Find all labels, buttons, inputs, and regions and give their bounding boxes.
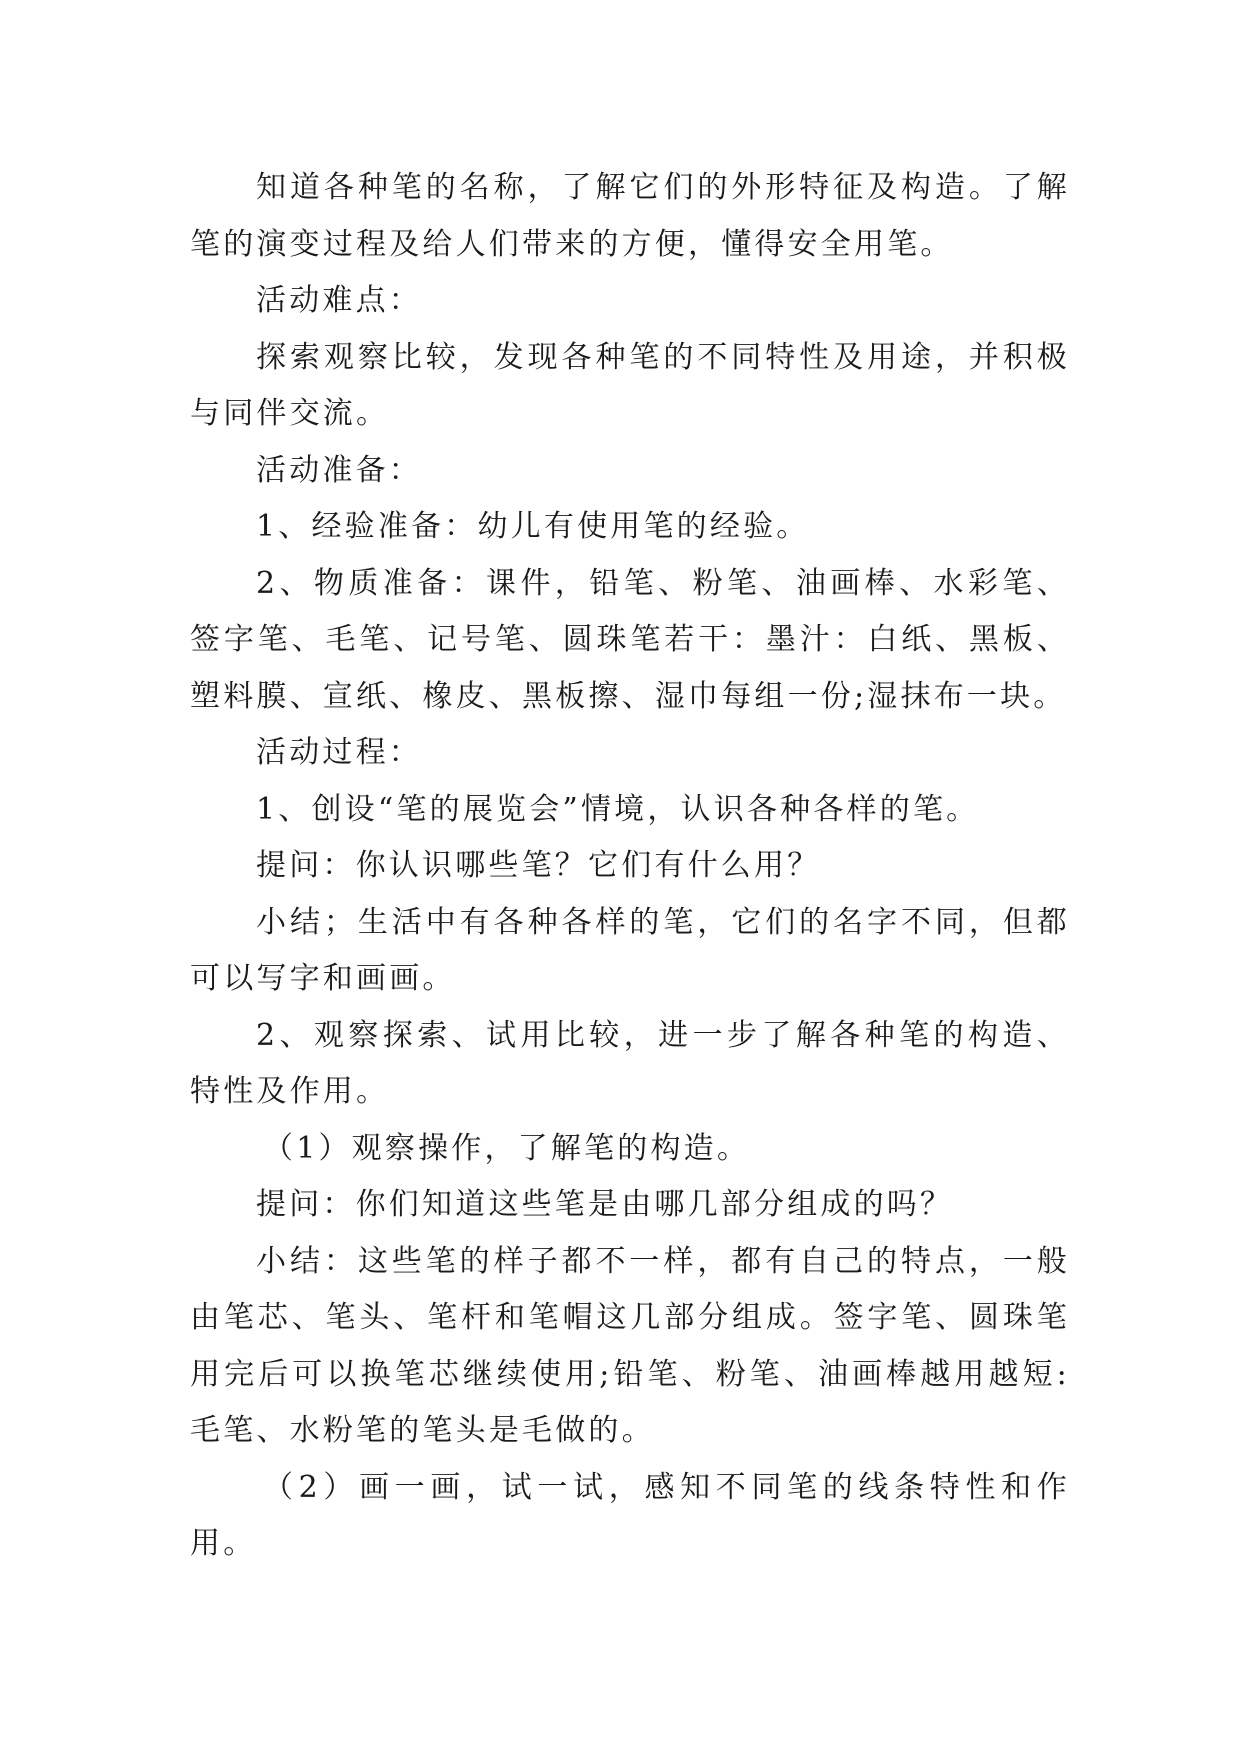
- heading-preparation: 活动准备：: [256, 452, 422, 488]
- paragraph-question-2: 提问：你们知道这些笔是由哪几部分组成的吗？: [256, 1187, 954, 1222]
- paragraph-summary-2: 小结：这些笔的样子都不一样，都有自己的特点，一般由笔芯、笔头、笔杆和笔帽这几部分组成。签字笔、圆珠笔用完后可以换笔芯继续使用;铅笔、粉笔、油画棒越用越短:毛笔、水粉笔的笔头是毛做的。: [190, 1243, 1070, 1448]
- paragraph-substep-1: （1）观察操作，了解笔的构造。: [263, 1130, 751, 1166]
- paragraph-material-prep: 2、物质准备：课件，铅笔、粉笔、油画棒、水彩笔、签字笔、毛笔、记号笔、圆珠笔若干：墨汁：白纸、黑板、塑料膜、宣纸、橡皮、黑板擦、湿巾每组一份;湿抹布一块。: [190, 565, 1070, 714]
- paragraph-step-1: 1、创设“笔的展览会”情境，认识各种各样的笔。: [256, 791, 980, 827]
- document-body: [190, 160, 1070, 1573]
- heading-process: 活动过程：: [256, 735, 422, 770]
- paragraph-difficulty: 探索观察比较，发现各种笔的不同特性及用途，并积极与同伴交流。: [190, 339, 1070, 431]
- paragraph-step-2: 2、观察探索、试用比较，进一步了解各种笔的构造、特性及作用。: [190, 1017, 1070, 1109]
- paragraph-experience-prep: 1、经验准备：幼儿有使用笔的经验。: [256, 509, 810, 544]
- paragraph-question-1: 提问：你认识哪些笔？它们有什么用？: [256, 848, 821, 883]
- paragraph-goals: 知道各种笔的名称，了解它们的外形特征及构造。了解笔的演变过程及给人们带来的方便，懂得安全用笔。: [190, 170, 1070, 262]
- paragraph-summary-1: 小结；生活中有各种各样的笔，它们的名字不同，但都可以写字和画画。: [190, 904, 1070, 996]
- paragraph-substep-2: （2）画一画，试一试，感知不同笔的线条特性和作用。: [190, 1469, 1070, 1561]
- heading-difficulty: 活动难点：: [256, 283, 422, 318]
